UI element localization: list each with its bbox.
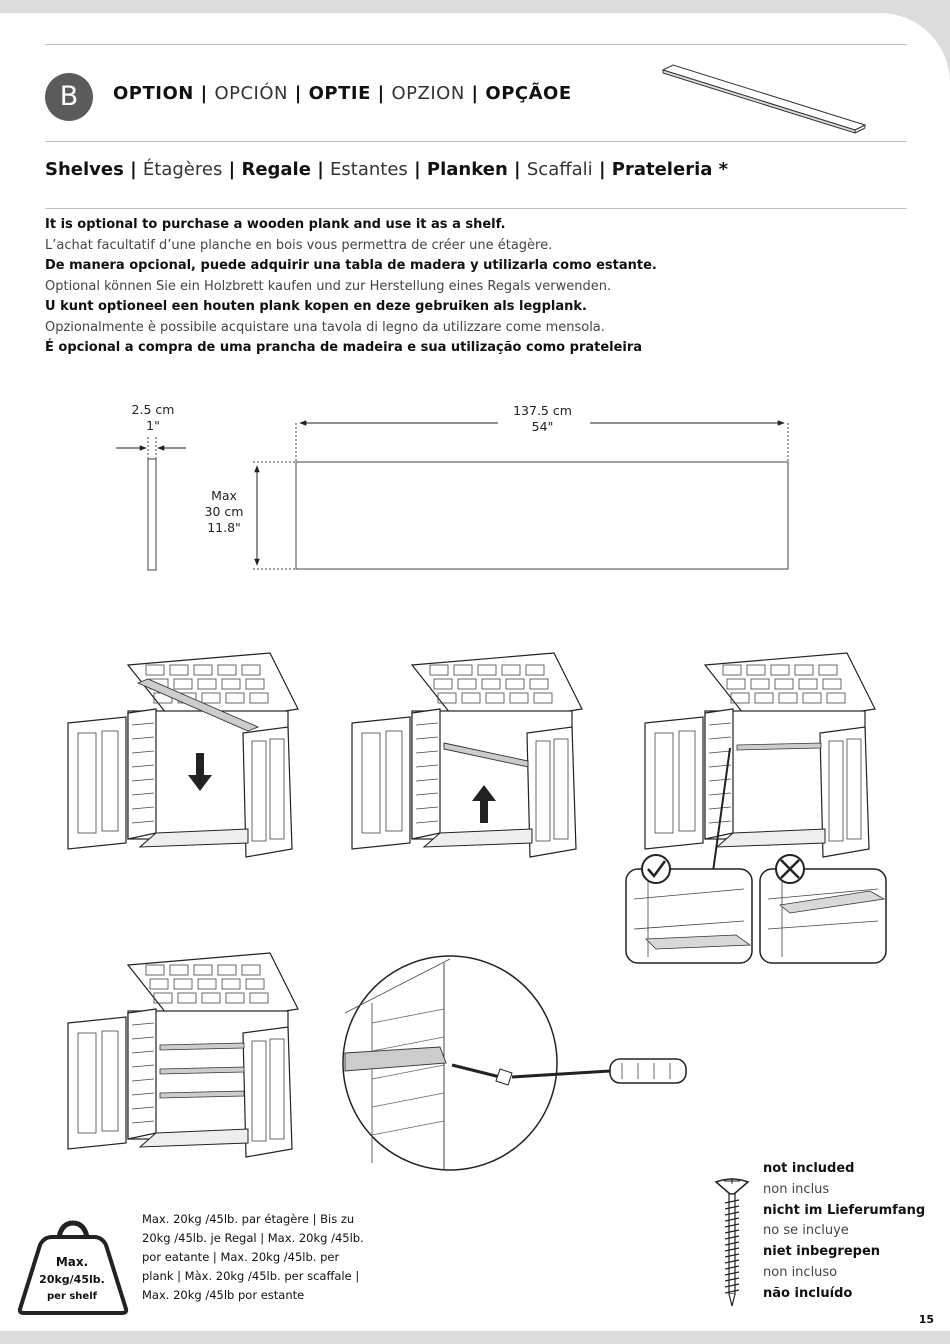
heading-part: OPZION xyxy=(391,83,465,104)
not-included-line: not included xyxy=(763,1161,855,1176)
not-included-line: non incluso xyxy=(763,1264,838,1280)
not-included-line: non inclus xyxy=(763,1181,830,1197)
not-included-line: niet inbegrepen xyxy=(763,1244,881,1260)
check-circle-icon xyxy=(642,855,670,883)
heading-part: OPÇÃOE xyxy=(485,83,572,104)
length-in: 54" xyxy=(531,419,554,434)
heading-part: | xyxy=(370,83,392,104)
shed-step-insert xyxy=(68,653,298,857)
description-line: Opzionalmente è possibile acquistare una tavola di legno da utilizzare come mensola. xyxy=(45,319,605,335)
heading-part: | xyxy=(507,159,527,180)
heading-part: Prateleria * xyxy=(611,159,729,180)
depth-max: Max xyxy=(211,488,237,503)
weight-badge-max: Max. xyxy=(55,1255,89,1269)
description-line: L’achat facultatif d’une planche en bois vous permettra de créer une étagère. xyxy=(45,237,553,253)
description-line: É opcional a compra de uma prancha de madeira e sua utilização como prateleira xyxy=(45,340,643,355)
heading-part: OPTION xyxy=(113,83,194,104)
page-number: 15 xyxy=(918,1313,934,1326)
heading-part: | xyxy=(288,83,309,104)
thickness-in: 1" xyxy=(146,418,160,433)
heading-part: | xyxy=(592,159,612,180)
length-cm: 137.5 cm xyxy=(513,403,572,418)
shed-step-placed xyxy=(645,653,875,857)
max-load-text: Max. 20kg /45lb. par étagère | Bis zu 20kg /45lb. je Regal | Max. 20kg /45lb. por eatante | Max. 20kg /45lb. per plank | Màx. 20kg /45lb. per scaffale | Max. 20kg /45lb por estante xyxy=(142,1212,364,1302)
weight-badge xyxy=(22,1254,122,1304)
not-included-line: nicht im Lieferumfang xyxy=(763,1202,926,1218)
heading-part: OPCIÓN xyxy=(214,83,288,104)
heading-part: | xyxy=(464,83,486,104)
description-line: De manera opcional, puede adquirir una tabla de madera y utilizarla como estante. xyxy=(45,258,657,273)
heading-part: Scaffali xyxy=(526,159,593,180)
depth-in: 11.8" xyxy=(207,520,241,535)
heading-part: | xyxy=(310,159,331,180)
detail-correct xyxy=(626,855,752,963)
description-line: It is optional to purchase a wooden plank and use it as a shelf. xyxy=(45,217,506,232)
weight-badge-value: 20kg/45lb. xyxy=(39,1273,105,1286)
weight-badge-unit: per shelf xyxy=(47,1291,97,1302)
step-badge: B xyxy=(45,73,93,121)
heading-part: OPTIE xyxy=(308,83,371,104)
manual-page xyxy=(0,13,950,1331)
shed-step-lift xyxy=(352,653,582,857)
heading-part: | xyxy=(222,159,242,180)
depth-cm: 30 cm xyxy=(204,504,244,519)
assembly-illustrations xyxy=(0,13,950,1331)
zoom-detail xyxy=(343,956,557,1170)
heading-part: | xyxy=(407,159,427,180)
description-line: Optional können Sie ein Holzbrett kaufen und zur Herstellung eines Regals verwenden. xyxy=(45,278,612,294)
description-line: U kunt optioneel een houten plank kopen en deze gebruiken als legplank. xyxy=(45,299,587,314)
heading-part: Regale xyxy=(241,159,311,180)
thickness-cm: 2.5 cm xyxy=(131,402,175,417)
heading-part: Estantes xyxy=(330,159,408,180)
not-included-list xyxy=(763,1159,925,1305)
heading-part: Étagères xyxy=(142,159,223,180)
heading-part: | xyxy=(193,83,215,104)
heading-part: Planken xyxy=(426,159,508,180)
not-included-line: no se incluye xyxy=(763,1223,849,1239)
screw-icon xyxy=(712,1178,752,1308)
heading-part: Shelves xyxy=(45,159,124,180)
detail-incorrect xyxy=(760,855,886,963)
shed-full-shelves xyxy=(68,953,298,1157)
not-included-line: não incluído xyxy=(763,1285,853,1301)
heading-part: | xyxy=(123,159,143,180)
